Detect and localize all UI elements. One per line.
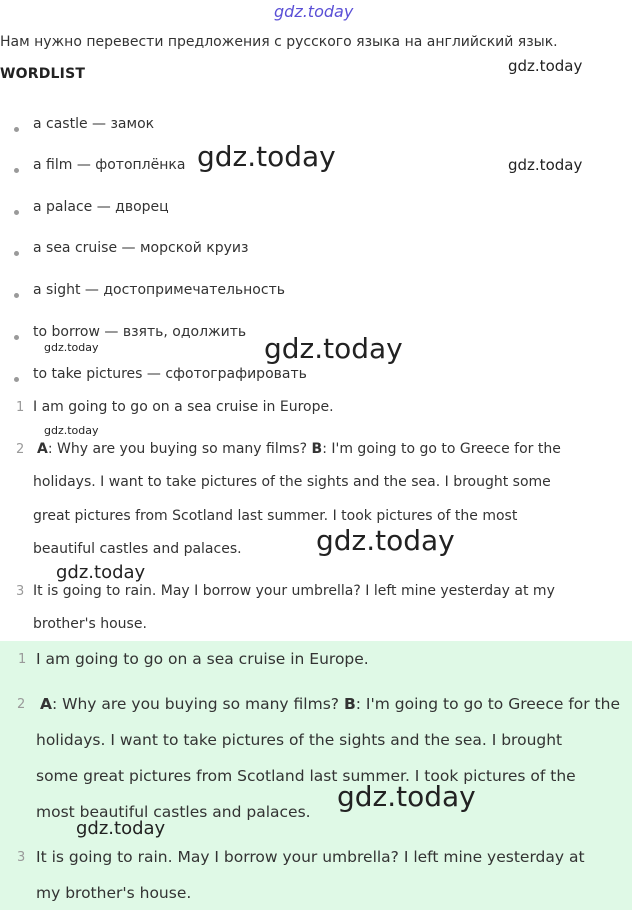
- answer-3-line-1: It is going to rain. May I borrow your umbrella? I left mine yesterday at my: [33, 583, 555, 599]
- speaker-a-label: A: [40, 695, 52, 713]
- answer-1-text: I am going to go on a sea cruise in Europe.: [33, 399, 334, 415]
- wordlist-item: a sight — достопримечательность: [33, 282, 285, 298]
- answer-2-line-3: great pictures from Scotland last summer. I took pictures of the most: [33, 508, 518, 524]
- wordlist-heading: WORDLIST: [0, 66, 86, 82]
- wordlist-item: to take pictures — сфотографировать: [33, 366, 307, 382]
- answer-2-line-4: beautiful castles and palaces.: [33, 541, 242, 557]
- answer-2-line-1: [37, 441, 561, 457]
- highlighted-answer-2-line-3: some great pictures from Scotland last summer. I took pictures of the: [36, 767, 576, 785]
- intro-text: Нам нужно перевести предложения с русского языка на английский язык.: [0, 34, 558, 50]
- speaker-a-label: A: [37, 441, 48, 457]
- speaker-b-label: B: [343, 695, 356, 713]
- watermark: gdz.today: [264, 332, 403, 365]
- watermark: gdz.today: [44, 341, 99, 354]
- wordlist-item: a film — фотоплёнка: [33, 157, 186, 173]
- watermark: gdz.today: [76, 818, 166, 839]
- highlighted-answer-3-line-2: my brother's house.: [36, 884, 192, 902]
- speaker-a-text: : Why are you buying so many films?: [52, 695, 344, 713]
- answer-number: 1: [16, 400, 25, 415]
- bullet-dot: [14, 251, 19, 256]
- answer-number: 2: [16, 442, 25, 457]
- watermark: gdz.today: [508, 57, 583, 75]
- watermark: gdz.today: [316, 524, 455, 557]
- watermark: gdz.today: [337, 780, 476, 813]
- answer-number: 1: [18, 652, 27, 667]
- highlighted-answer-2-line-1: [40, 695, 620, 713]
- highlighted-answer-3-line-1: It is going to rain. May I borrow your umbrella? I left mine yesterday at: [36, 848, 585, 866]
- wordlist-item: a sea cruise — морской круиз: [33, 240, 249, 256]
- answer-2-line-2: holidays. I want to take pictures of the sights and the sea. I brought some: [33, 474, 551, 490]
- bullet-dot: [14, 168, 19, 173]
- watermark-top: gdz.today: [274, 2, 354, 21]
- bullet-dot: [14, 210, 19, 215]
- bullet-dot: [14, 335, 19, 340]
- bullet-dot: [14, 293, 19, 298]
- highlighted-answer-2-line-2: holidays. I want to take pictures of the sights and the sea. I brought: [36, 731, 563, 749]
- wordlist-item: a castle — замок: [33, 116, 155, 132]
- answer-3-line-2: brother's house.: [33, 616, 147, 632]
- highlighted-answer-2-line-4: most beautiful castles and palaces.: [36, 803, 311, 821]
- wordlist-item: to borrow — взять, одолжить: [33, 324, 247, 340]
- watermark: gdz.today: [508, 156, 583, 174]
- speaker-b-text: : I'm going to go to Greece for the: [355, 695, 620, 713]
- watermark: gdz.today: [197, 140, 336, 173]
- watermark: gdz.today: [44, 424, 99, 437]
- answer-number: 3: [16, 584, 25, 599]
- watermark: gdz.today: [56, 562, 146, 583]
- speaker-b-text: : I'm going to go to Greece for the: [322, 441, 561, 457]
- wordlist-item: a palace — дворец: [33, 199, 169, 215]
- bullet-dot: [14, 127, 19, 132]
- answer-number: 2: [17, 697, 26, 712]
- bullet-dot: [14, 377, 19, 382]
- answer-number: 3: [17, 850, 26, 865]
- speaker-a-text: : Why are you buying so many films?: [47, 441, 312, 457]
- highlighted-answer-1-text: I am going to go on a sea cruise in Europe.: [36, 650, 369, 668]
- speaker-b-label: B: [311, 441, 323, 457]
